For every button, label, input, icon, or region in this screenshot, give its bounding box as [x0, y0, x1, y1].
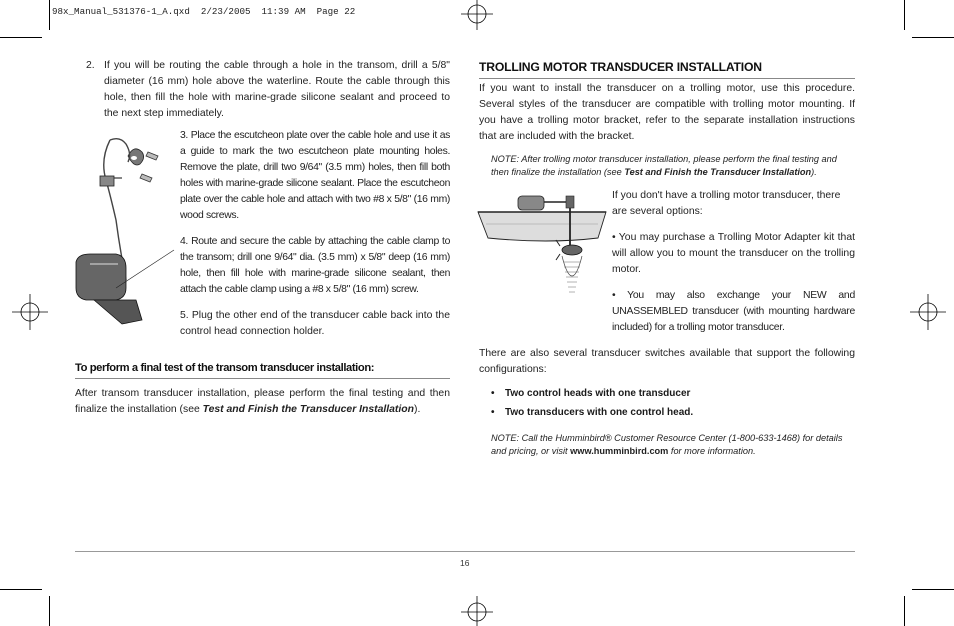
list-item — [491, 407, 855, 426]
switches-paragraph: There are also several transducer switches available that support the following configurations: — [479, 348, 855, 375]
bullet-mark: • — [491, 388, 495, 399]
trolling-heading: TROLLING MOTOR TRANSDUCER INSTALLATION — [479, 60, 762, 74]
list-item — [491, 388, 855, 407]
option-1: • You may purchase a Trolling Motor Adapter kit that will allow you to mount the transducer on the trolling motor. — [612, 232, 855, 275]
step-3: 3. Place the escutcheon plate over the cable hole and use it as a guide to mark the two escutcheon plate mounting holes. Remove the plate, drill two 9/64" (3.5 mm) holes, then fill both holes with marine-grade silicone sealant. Place the escutcheon plate over the cable hole and attach with two #8 x 5/8" (16 mm) wood screws. — [180, 130, 450, 221]
step-2 — [86, 58, 450, 122]
final-test-text-a: After transom transducer installation, please perform the final testing and then finalize the installation (see — [75, 388, 450, 415]
note-2-text: Call the Humminbird® Customer Resource Center (1-800-633-1468) for details and pricing, or visit — [491, 433, 843, 456]
final-test-text-b: ). — [413, 404, 421, 415]
registration-mark-right — [910, 292, 950, 332]
final-test-heading: To perform a final test of the transom transducer installation: — [75, 362, 375, 374]
trolling-motor-illustration — [478, 190, 608, 300]
note-1-label: NOTE: — [491, 154, 520, 164]
note-1-text: After trolling motor transducer installation, please perform the final testing and then finalize the installation (see — [491, 154, 837, 177]
step-5: 5. Plug the other end of the transducer cable back into the control head connection holder. — [180, 310, 450, 337]
note-1-link: Test and Finish the Transducer Installation — [624, 167, 812, 177]
final-test-paragraph — [75, 386, 450, 418]
note-2-link: www.humminbird.com — [570, 446, 669, 456]
registration-mark-bottom — [457, 596, 497, 626]
print-slug: 98x_Manual_531376-1_A.qxd 2/23/2005 11:39 AM Page 22 — [52, 6, 356, 17]
config-2: Two transducers with one control head. — [505, 407, 694, 418]
note-2 — [491, 432, 855, 458]
trolling-intro: If you want to install the transducer on a trolling motor, use this procedure. Several styles of the transducer are compatible with trolling motor mounting. If you have a trolling motor bracket, refer to the separate installation instructions that are included with the bracket. — [479, 83, 855, 142]
trolling-heading-rule — [479, 78, 855, 79]
option-2: • You may also exchange your NEW and UNASSEMBLED transducer (with mounting hardware included) for a trolling motor transducer. — [612, 290, 855, 333]
step-2-text: If you will be routing the cable through a hole in the transom, drill a 5/8" diameter (16 mm) hole above the waterline. Route the cable through this hole, then fill the hole with marine-grade silicone sealant and proceed to the next step immediately. — [104, 60, 450, 119]
configurations-list — [491, 388, 855, 426]
final-test-link: Test and Finish the Transducer Installation — [202, 404, 414, 415]
page-number: 16 — [460, 558, 470, 568]
footer-rule — [75, 551, 855, 552]
bullet-mark: • — [491, 407, 495, 418]
step-4: 4. Route and secure the cable by attaching the cable clamp to the transom; drill one 9/64" dia. (3.5 mm) x 5/8" deep (16 mm) hole, then fill hole with marine-grade silicone sealant, then attach the cable clamp using a #8 x 5/8" (16 mm) screw. — [180, 236, 450, 295]
config-1: Two control heads with one transducer — [505, 388, 691, 399]
note-1-end: ). — [811, 167, 817, 177]
note-2-label: NOTE: — [491, 433, 520, 443]
note-2-end: for more information. — [668, 446, 756, 456]
registration-mark-left — [12, 292, 52, 332]
step-2-number: 2. — [86, 60, 95, 71]
registration-mark-top — [457, 0, 497, 40]
options-intro: If you don't have a trolling motor transducer, there are several options: — [612, 190, 841, 217]
note-1 — [491, 153, 855, 179]
transom-transducer-illustration — [76, 132, 176, 332]
final-test-heading-rule — [75, 378, 450, 379]
